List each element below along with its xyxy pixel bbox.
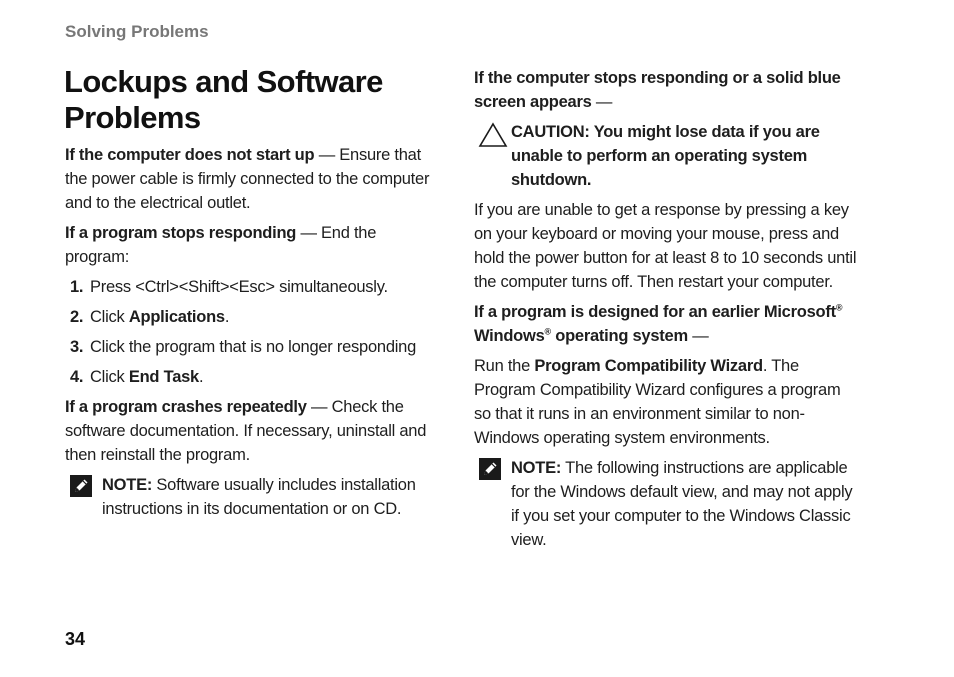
step-number: 3. xyxy=(70,338,84,356)
list-item xyxy=(65,275,443,299)
caution-text: CAUTION: You might lose data if you are unable to perform an operating system shutdown. xyxy=(511,123,820,189)
step-text: Press <Ctrl><Shift><Esc> simultaneously. xyxy=(90,278,388,296)
note-software-instructions xyxy=(65,473,443,521)
paragraph-earlier-windows xyxy=(474,300,858,348)
step-number: 2. xyxy=(70,308,84,326)
list-item xyxy=(65,305,443,329)
page-title: Lockups and Software Problems xyxy=(64,64,383,135)
step-number: 1. xyxy=(70,278,84,296)
lead-part-c: operating system xyxy=(550,327,688,345)
note-windows-view xyxy=(474,456,858,552)
paragraph-compat-wizard xyxy=(474,354,858,450)
text-stops-responding: — End the program: xyxy=(65,224,377,266)
note-label: NOTE: xyxy=(102,476,153,494)
caution-data-loss xyxy=(474,120,858,192)
list-item xyxy=(65,335,443,359)
step-text: Click the program that is no longer responding xyxy=(90,338,417,356)
text-blue-screen: — xyxy=(591,93,613,111)
note-text: Software usually includes installation instructions in its documentation or on CD. xyxy=(102,476,416,518)
step-text: Click xyxy=(90,308,129,326)
wizard-post: . The Program Compatibility Wizard configures a program so that it runs in an environment similar to non-Windows operating system environments. xyxy=(474,357,841,447)
paragraph-stops-responding xyxy=(65,221,443,269)
note-text: The following instructions are applicable for the Windows default view, and may not apply if you set your computer to the Windows Classic view. xyxy=(511,459,853,549)
note-label: NOTE: xyxy=(511,459,562,477)
paragraph-crashes xyxy=(65,395,443,467)
text-no-start: — Ensure that the power cable is firmly connected to the computer and to the electrical outlet. xyxy=(65,146,430,212)
paragraph-blue-screen xyxy=(474,66,858,114)
step-text: . xyxy=(198,368,204,386)
step-text: Click xyxy=(90,368,129,386)
paragraph-power-button: If you are unable to get a response by pressing a key on your keyboard or moving your mouse, press and hold the power button for at least 8 to 10 seconds until the computer turns off. Then restart your computer. xyxy=(474,201,857,291)
left-column xyxy=(65,143,443,527)
note-pencil-icon xyxy=(479,458,501,480)
lead-stops-responding: If a program stops responding xyxy=(65,224,297,242)
lead-part-b: Windows xyxy=(474,327,545,345)
list-item xyxy=(65,365,443,389)
page-number: 34 xyxy=(65,629,86,649)
text-crashes: — Check the software documentation. If necessary, uninstall and then reinstall the program. xyxy=(65,398,427,464)
caution-triangle-icon xyxy=(478,122,508,148)
lead-no-start: If the computer does not start up xyxy=(65,146,315,164)
paragraph-no-start xyxy=(65,143,443,215)
note-pencil-icon xyxy=(70,475,92,497)
text-earlier-windows: — xyxy=(687,327,709,345)
registered-mark: ® xyxy=(835,302,843,313)
right-column xyxy=(474,66,858,558)
step-number: 4. xyxy=(70,368,84,386)
wizard-pre: Run the xyxy=(474,357,535,375)
lead-earlier-windows xyxy=(474,303,842,345)
lead-blue-screen: If the computer stops responding or a solid blue screen appears xyxy=(474,69,841,111)
registered-mark: ® xyxy=(544,326,551,337)
end-program-steps xyxy=(65,275,443,389)
wizard-name: Program Compatibility Wizard xyxy=(534,357,763,375)
lead-crashes: If a program crashes repeatedly xyxy=(65,398,307,416)
section-header: Solving Problems xyxy=(65,22,209,41)
lead-part-a: If a program is designed for an earlier Microsoft xyxy=(474,303,836,321)
step-bold: Applications xyxy=(128,308,225,326)
step-text: . xyxy=(224,308,230,326)
step-bold: End Task xyxy=(128,368,199,386)
